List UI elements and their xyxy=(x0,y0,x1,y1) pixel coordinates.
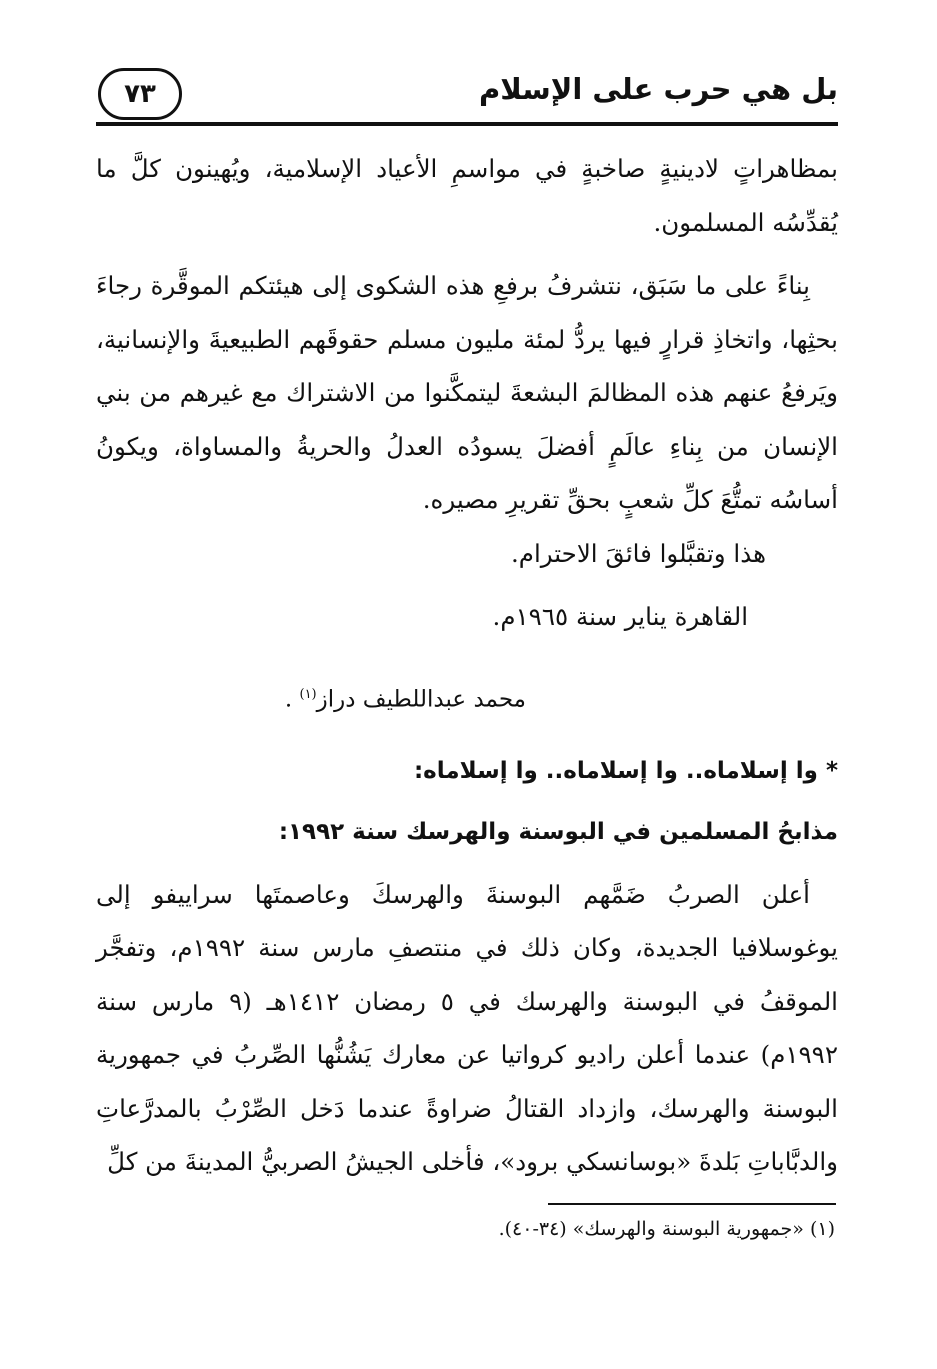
signature-name: محمد عبداللطيف دراز xyxy=(316,686,526,713)
header-rule xyxy=(96,122,838,126)
closing-line: هذا وتقبَّلوا فائقَ الاحترام. xyxy=(511,538,766,568)
running-title: بل هي حرب على الإسلام xyxy=(478,72,838,106)
page-body xyxy=(96,142,838,1189)
paragraph-1: بمظاهراتٍ لادينيةٍ صاخبةٍ في مواسمِ الأعياد الإسلامية، ويُهينون كلَّ ما يُقدِّسُه المسلمون. xyxy=(96,154,838,237)
section-heading-2: مذابحُ المسلمين في البوسنة والهرسك سنة ١٩٩٢: xyxy=(278,819,838,846)
page-number: ٧٣ xyxy=(98,68,182,120)
page-header xyxy=(96,64,838,126)
signature-end: . xyxy=(284,686,300,713)
signature-line xyxy=(96,668,838,727)
footnote: (١) «جمهورية البوسنة والهرسك» (٣٤-٤٠). xyxy=(498,1218,835,1240)
section-heading-1: * وا إسلاماه.. وا إسلاماه.. وا إسلاماه: xyxy=(413,757,838,784)
paragraph-2: بِناءً على ما سَبَق، نتشرفُ برفعِ هذه الشكوى إلى هيئتكم الموقَّرة رجاءَ بحثِها، واتخاذِ قرارٍ فيها يردُّ لمئة مليون مسلم حقوقَهم الطبيعيةَ والإنسانية، ويَرفعُ عنهم هذه المظالمَ البشعةَ ليتمكَّنوا من الاشتراك مع غيرهم من بني الإنسان من بِناءِ عالَمٍ أفضلَ يسودُه العدلُ والحريةُ والمساواة، ويكونُ أساسُه تمتُّعَ كلِّ شعبٍ بحقِّ تقريرِ مصيره. xyxy=(96,271,838,514)
paragraph-3: أعلن الصربُ ضَمَّهم البوسنةَ والهرسكَ وعاصمتَها سراييفو إلى يوغوسلافيا الجديدة، وكان ذلك في منتصفِ مارس سنة ١٩٩٢م، وتفجَّر الموقفُ في البوسنة والهرسك في ٥ رمضان ١٤١٢هـ (٩ مارس سنة ١٩٩٢م) عندما أعلن راديو كرواتيا عن معارك يَشُنُّها الصِّربُ في جمهورية البوسنة والهرسك، وازداد القتالُ ضراوةً عندما دَخل الصِّرْبُ بالمدرَّعاتِ والدبَّاباتِ بَلدةَ «بوسانسكي برود»، فأخلى الجيشُ الصربيُّ المدينةَ من كلِّ xyxy=(96,879,839,1177)
footnote-rule xyxy=(548,1203,836,1205)
place-date-line: القاهرة يناير سنة ١٩٦٥م. xyxy=(492,602,748,631)
footnote-marker: (١) xyxy=(299,686,317,702)
